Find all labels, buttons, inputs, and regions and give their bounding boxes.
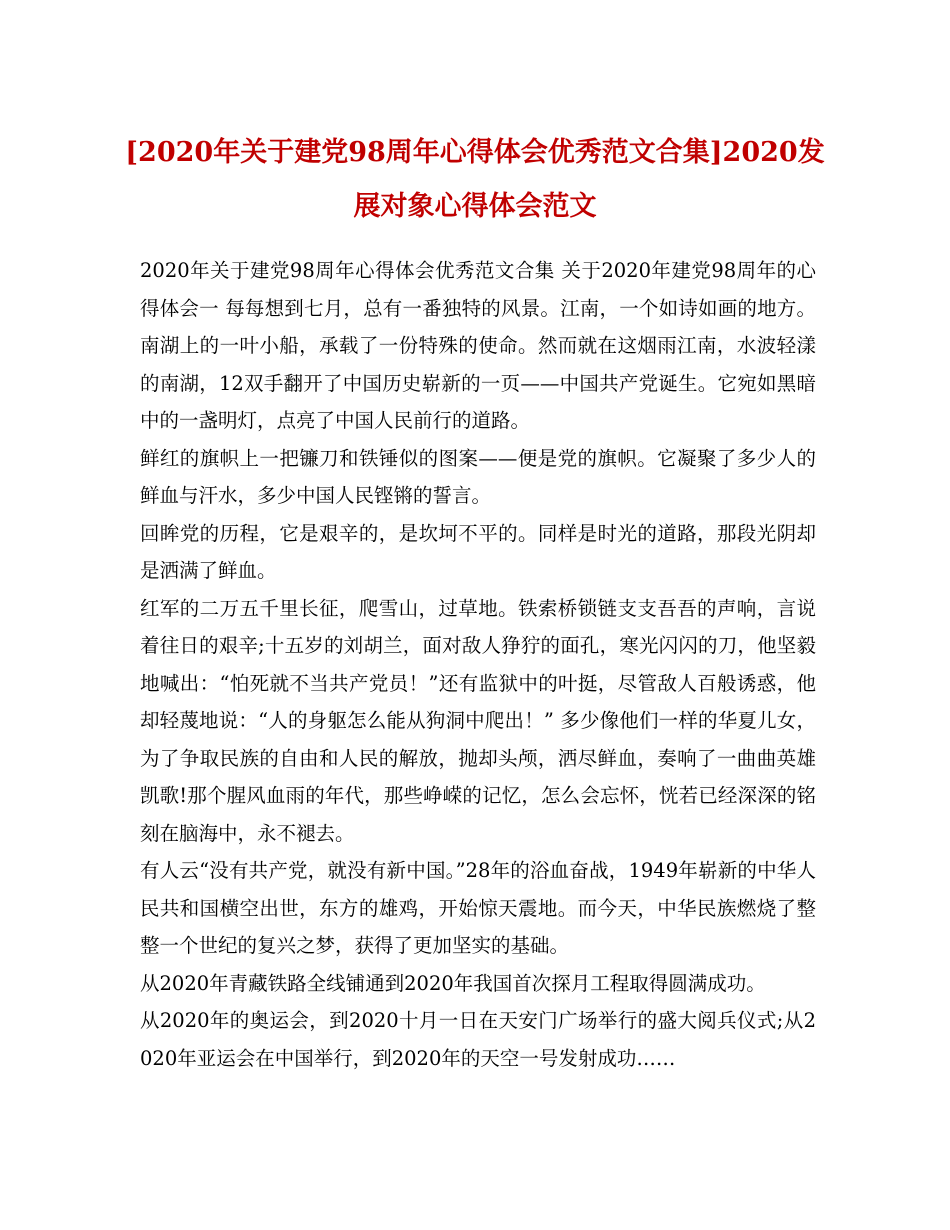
paragraph-2: 鲜红的旗帜上一把镰刀和铁锤似的图案——便是党的旗帜。它凝聚了多少人的鲜血与汗水，多少中国人民铿锵的誓言。 (140, 446, 816, 507)
paragraph-3: 回眸党的历程，它是艰辛的，是坎坷不平的。同样是时光的道路，那段光阴却是洒满了鲜血。 (140, 521, 816, 582)
paragraph-6: 从2020年青藏铁路全线铺通到2020年我国首次探月工程取得圆满成功。 (140, 971, 766, 995)
paragraph-4: 红军的二万五千里长征，爬雪山，过草地。铁索桥锁链支支吾吾的声响，言说着往日的艰辛;十五岁的刘胡兰，面对敌人狰狞的面孔，寒光闪闪的刀，他坚毅地喊出：“怕死就不当共产党员！”还有监狱中的叶挺，尽管敌人百般诱惑，他却轻蔑地说：“人的身躯怎么能从狗洞中爬出！” 多少像他们一样的华夏儿女，为了争取民族的自由和人民的解放，抛却头颅，洒尽鲜血，奏响了一曲曲英雄凯歌!那个腥风血雨的年代，那些峥嵘的记忆，怎么会忘怀，恍若已经深深的铭刻在脑海中，永不褪去。 (140, 596, 816, 845)
paragraph-7: 从2020年的奥运会，到2020十月一日在天安门广场举行的盛大阅兵仪式;从2020年亚运会在中国举行，到2020年的天空一号发射成功…… (140, 1009, 816, 1070)
document-body (140, 252, 816, 1077)
document-title: [2020年关于建党98周年心得体会优秀范文合集]2020发展对象心得体会范文 (125, 137, 825, 222)
paragraph-1: 2020年关于建党98周年心得体会优秀范文合集 关于2020年建党98周年的心得体会一 每每想到七月，总有一番独特的风景。江南，一个如诗如画的地方。南湖上的一叶小船，承载了一份特殊的使命。然而就在这烟雨江南，水波轻漾的南湖，12双手翻开了中国历史崭新的一页——中国共产党诞生。它宛如黑暗中的一盏明灯，点亮了中国人民前行的道路。 (140, 259, 816, 432)
paragraph-5: 有人云“没有共产党，就没有新中国。”28年的浴血奋战，1949年崭新的中华人民共和国横空出世，东方的雄鸡，开始惊天震地。而今天，中华民族燃烧了整整一个世纪的复兴之梦，获得了更加坚实的基础。 (140, 859, 816, 957)
